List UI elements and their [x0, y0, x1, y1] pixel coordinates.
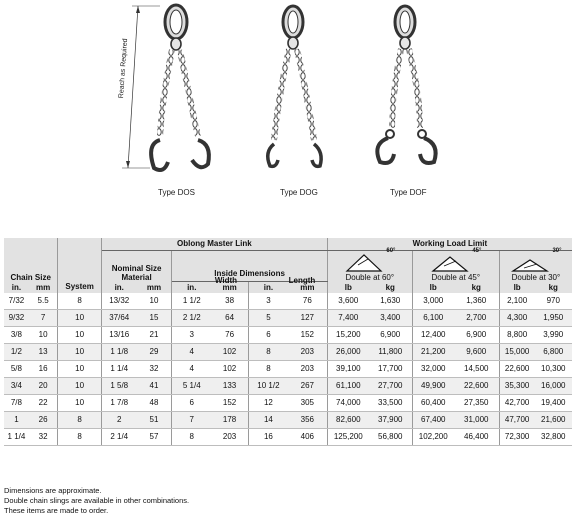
cell-system: 10	[58, 377, 102, 394]
cell-chain-in: 5/8	[4, 360, 29, 377]
cell-wll30-kg: 16,000	[535, 377, 573, 394]
cell-length-mm: 127	[288, 309, 327, 326]
table-row	[4, 411, 572, 428]
hdr-double45	[412, 247, 499, 282]
cell-wll45-kg: 22,600	[454, 377, 500, 394]
cell-wll45-lb: 49,900	[412, 377, 453, 394]
cell-wll30-kg: 6,800	[535, 343, 573, 360]
cell-wll30-lb: 35,300	[499, 377, 534, 394]
cell-width-in: 1 1/2	[172, 293, 211, 310]
cell-length-in: 6	[248, 326, 287, 343]
cell-width-mm: 102	[211, 360, 248, 377]
cell-length-in: 12	[248, 394, 287, 411]
hdr-nominal-mm: mm	[137, 282, 172, 293]
cell-wll30-kg: 21,600	[535, 411, 573, 428]
table-row	[4, 293, 572, 310]
type-dos-sling	[151, 5, 209, 170]
cell-wll45-lb: 60,400	[412, 394, 453, 411]
cell-width-in: 3	[172, 326, 211, 343]
cell-length-in: 14	[248, 411, 287, 428]
cell-system: 8	[58, 411, 102, 428]
type-dos-label: Type DOS	[158, 188, 195, 197]
cell-length-mm: 267	[288, 377, 327, 394]
width-mm-unit: mm	[222, 282, 237, 292]
type-dog-sling	[268, 6, 321, 166]
hdr-blank-1	[4, 238, 58, 250]
cell-nominal-in: 37/64	[101, 309, 136, 326]
angle-30-text: 30°	[552, 247, 562, 254]
cell-nominal-in: 13/16	[101, 326, 136, 343]
cell-nominal-mm: 51	[137, 411, 172, 428]
angle-60-icon	[344, 251, 384, 273]
cell-chain-in: 7/32	[4, 293, 29, 310]
cell-wll45-kg: 31,000	[454, 411, 500, 428]
table-row	[4, 428, 572, 445]
cell-length-in: 3	[248, 293, 287, 310]
length-in-unit: in.	[263, 282, 274, 292]
cell-wll60-lb: 15,200	[327, 326, 368, 343]
cell-nominal-mm: 21	[137, 326, 172, 343]
cell-width-mm: 152	[211, 394, 248, 411]
cell-wll30-lb: 8,800	[499, 326, 534, 343]
cell-nominal-in: 2 1/4	[101, 428, 136, 445]
cell-chain-in: 3/4	[4, 377, 29, 394]
cell-wll60-kg: 6,900	[369, 326, 413, 343]
footnotes	[4, 486, 189, 516]
cell-chain-in: 9/32	[4, 309, 29, 326]
hdr-blank-3	[172, 250, 328, 266]
hdr-chain-mm: mm	[29, 282, 58, 293]
cell-chain-mm: 5.5	[29, 293, 58, 310]
double60-text: Double at 60°	[345, 272, 395, 282]
cell-wll45-lb: 3,000	[412, 293, 453, 310]
double45-text: Double at 45°	[431, 272, 481, 282]
note-3: These items are made to order.	[4, 506, 109, 515]
cell-system: 10	[58, 309, 102, 326]
hdr-45-lb: lb	[412, 282, 453, 293]
cell-nominal-mm: 10	[137, 293, 172, 310]
cell-wll30-kg: 970	[535, 293, 573, 310]
hdr-chain-in: in.	[4, 282, 29, 293]
hdr-double30	[499, 247, 572, 282]
cell-chain-mm: 7	[29, 309, 58, 326]
cell-chain-mm: 20	[29, 377, 58, 394]
cell-nominal-in: 1 7/8	[101, 394, 136, 411]
cell-wll60-lb: 74,000	[327, 394, 368, 411]
cell-wll30-kg: 3,990	[535, 326, 573, 343]
cell-chain-in: 1 1/4	[4, 428, 29, 445]
hdr-width: Width	[214, 276, 238, 285]
cell-width-in: 2 1/2	[172, 309, 211, 326]
hdr-30-kg: kg	[535, 282, 573, 293]
cell-wll60-kg: 3,400	[369, 309, 413, 326]
hdr-blank-2	[58, 238, 102, 250]
hdr-oblong-master-link: Oblong Master Link	[101, 238, 327, 250]
cell-nominal-in: 2	[101, 411, 136, 428]
hdr-chain-size: Chain Size	[4, 250, 58, 282]
cell-nominal-mm: 32	[137, 360, 172, 377]
cell-system: 10	[58, 343, 102, 360]
cell-length-mm: 203	[288, 360, 327, 377]
angle-45-icon	[430, 251, 470, 273]
cell-width-in: 5 1/4	[172, 377, 211, 394]
cell-system: 8	[58, 293, 102, 310]
cell-wll60-kg: 1,630	[369, 293, 413, 310]
cell-length-in: 5	[248, 309, 287, 326]
cell-width-in: 7	[172, 411, 211, 428]
table-row	[4, 360, 572, 377]
cell-width-mm: 102	[211, 343, 248, 360]
cell-length-in: 8	[248, 343, 287, 360]
cell-wll60-kg: 56,800	[369, 428, 413, 445]
hdr-length: Length	[288, 276, 316, 285]
double30-text: Double at 30°	[511, 272, 561, 282]
cell-nominal-mm: 15	[137, 309, 172, 326]
width-in-unit: in.	[187, 282, 197, 292]
cell-wll45-lb: 102,200	[412, 428, 453, 445]
cell-nominal-in: 13/32	[101, 293, 136, 310]
note-2: Double chain slings are available in other combinations.	[4, 496, 190, 505]
angle-45-text: 45°	[472, 247, 482, 254]
cell-wll45-kg: 6,900	[454, 326, 500, 343]
cell-wll30-kg: 32,800	[535, 428, 573, 445]
cell-wll45-kg: 46,400	[454, 428, 500, 445]
cell-wll60-lb: 61,100	[327, 377, 368, 394]
sling-illustrations	[0, 0, 576, 236]
cell-length-mm: 305	[288, 394, 327, 411]
cell-wll60-lb: 82,600	[327, 411, 368, 428]
spec-table	[4, 238, 572, 446]
cell-length-mm: 76	[288, 293, 327, 310]
cell-wll30-lb: 4,300	[499, 309, 534, 326]
cell-nominal-mm: 57	[137, 428, 172, 445]
table-row	[4, 326, 572, 343]
cell-wll30-lb: 15,000	[499, 343, 534, 360]
cell-system: 10	[58, 360, 102, 377]
cell-wll45-lb: 21,200	[412, 343, 453, 360]
cell-system: 10	[58, 394, 102, 411]
cell-chain-in: 3/8	[4, 326, 29, 343]
cell-chain-mm: 16	[29, 360, 58, 377]
cell-length-in: 8	[248, 360, 287, 377]
hdr-working-load-limit: Working Load Limit	[327, 238, 572, 250]
cell-chain-mm: 26	[29, 411, 58, 428]
cell-width-in: 8	[172, 428, 211, 445]
cell-nominal-in: 1 1/4	[101, 360, 136, 377]
cell-width-mm: 133	[211, 377, 248, 394]
hdr-nominal-in: in.	[101, 282, 136, 293]
angle-60-text: 60°	[386, 247, 396, 254]
cell-length-mm: 152	[288, 326, 327, 343]
cell-wll45-lb: 67,400	[412, 411, 453, 428]
cell-length-mm: 203	[288, 343, 327, 360]
cell-chain-mm: 22	[29, 394, 58, 411]
cell-length-in: 10 1/2	[248, 377, 287, 394]
angle-30-icon	[510, 251, 550, 273]
cell-chain-mm: 10	[29, 326, 58, 343]
cell-nominal-in: 1 1/8	[101, 343, 136, 360]
cell-chain-in: 1	[4, 411, 29, 428]
cell-wll60-lb: 39,100	[327, 360, 368, 377]
cell-chain-mm: 32	[29, 428, 58, 445]
cell-width-mm: 178	[211, 411, 248, 428]
cell-width-in: 4	[172, 360, 211, 377]
hdr-nominal-size: Nominal Size Material	[101, 250, 171, 282]
cell-wll60-lb: 26,000	[327, 343, 368, 360]
sling-diagrams	[0, 0, 576, 236]
cell-system: 10	[58, 326, 102, 343]
hdr-inside-dimensions: Inside Dimensions	[172, 266, 328, 282]
cell-nominal-mm: 29	[137, 343, 172, 360]
cell-width-mm: 38	[211, 293, 248, 310]
cell-wll45-kg: 27,350	[454, 394, 500, 411]
type-dof-sling	[377, 6, 435, 163]
table-row	[4, 343, 572, 360]
cell-width-in: 6	[172, 394, 211, 411]
cell-nominal-in: 1 5/8	[101, 377, 136, 394]
cell-chain-in: 1/2	[4, 343, 29, 360]
table-row	[4, 394, 572, 411]
cell-wll30-lb: 42,700	[499, 394, 534, 411]
cell-chain-in: 7/8	[4, 394, 29, 411]
table-row	[4, 377, 572, 394]
hdr-60-kg: kg	[369, 282, 413, 293]
note-1: Dimensions are approximate.	[4, 486, 102, 495]
cell-width-mm: 203	[211, 428, 248, 445]
hdr-45-kg: kg	[454, 282, 500, 293]
spec-table-body	[4, 293, 572, 446]
cell-wll30-kg: 10,300	[535, 360, 573, 377]
cell-wll60-kg: 17,700	[369, 360, 413, 377]
type-dof-label: Type DOF	[390, 188, 427, 197]
cell-wll45-kg: 2,700	[454, 309, 500, 326]
cell-wll45-kg: 14,500	[454, 360, 500, 377]
cell-length-mm: 356	[288, 411, 327, 428]
cell-nominal-mm: 41	[137, 377, 172, 394]
cell-wll30-kg: 19,400	[535, 394, 573, 411]
hdr-30-lb: lb	[499, 282, 534, 293]
cell-wll30-lb: 2,100	[499, 293, 534, 310]
cell-wll45-lb: 32,000	[412, 360, 453, 377]
reach-label: Reach as Required	[118, 38, 130, 99]
type-dog-label: Type DOG	[280, 188, 318, 197]
cell-wll30-lb: 72,300	[499, 428, 534, 445]
cell-wll45-kg: 9,600	[454, 343, 500, 360]
hdr-system: System	[58, 250, 102, 293]
length-mm-unit: mm	[300, 282, 315, 292]
cell-chain-mm: 13	[29, 343, 58, 360]
cell-wll60-lb: 125,200	[327, 428, 368, 445]
cell-wll60-lb: 7,400	[327, 309, 368, 326]
cell-length-mm: 406	[288, 428, 327, 445]
cell-wll60-kg: 27,700	[369, 377, 413, 394]
cell-wll60-kg: 33,500	[369, 394, 413, 411]
cell-length-in: 16	[248, 428, 287, 445]
cell-wll45-lb: 6,100	[412, 309, 453, 326]
cell-width-mm: 76	[211, 326, 248, 343]
cell-wll45-lb: 12,400	[412, 326, 453, 343]
cell-system: 8	[58, 428, 102, 445]
cell-width-mm: 64	[211, 309, 248, 326]
table-row	[4, 309, 572, 326]
cell-wll30-lb: 47,700	[499, 411, 534, 428]
cell-width-in: 4	[172, 343, 211, 360]
cell-nominal-mm: 48	[137, 394, 172, 411]
cell-wll60-kg: 11,800	[369, 343, 413, 360]
cell-wll30-kg: 1,950	[535, 309, 573, 326]
cell-wll60-kg: 37,900	[369, 411, 413, 428]
cell-wll30-lb: 22,600	[499, 360, 534, 377]
cell-wll45-kg: 1,360	[454, 293, 500, 310]
hdr-60-lb: lb	[327, 282, 368, 293]
cell-wll60-lb: 3,600	[327, 293, 368, 310]
